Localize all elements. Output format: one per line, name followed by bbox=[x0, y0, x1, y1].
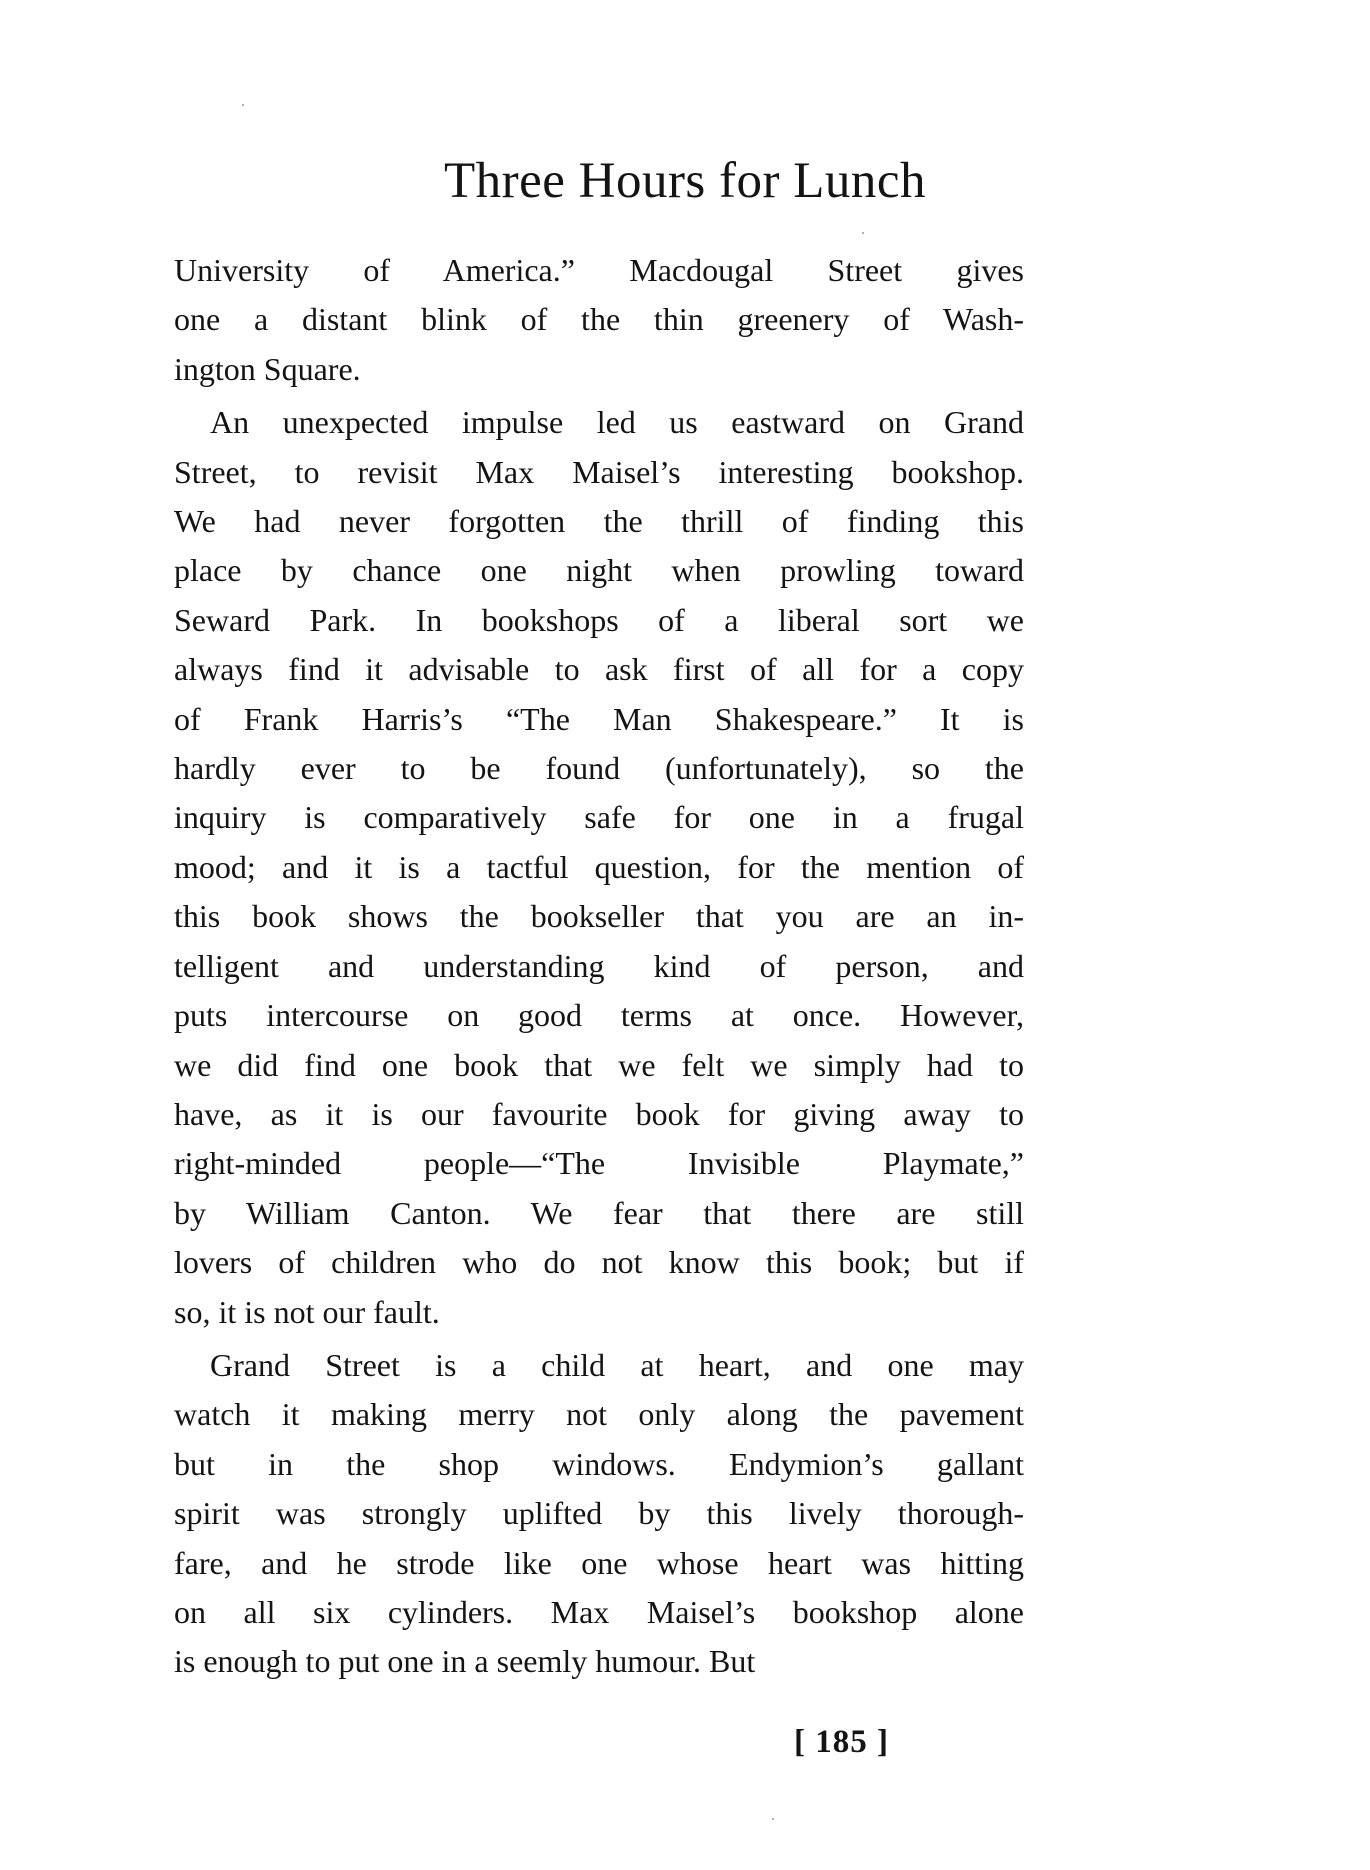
text-line: Grand Street is a child at heart, and one may bbox=[210, 1346, 1024, 1383]
text-line: this book shows the bookseller that you are an in- bbox=[174, 898, 1024, 935]
text-line: one a distant blink of the thin greenery of Wash- bbox=[174, 301, 1024, 338]
text-line: inquiry is comparatively safe for one in a frugal bbox=[174, 799, 1024, 836]
text-line: on all six cylinders. Max Maisel’s bookshop alone bbox=[174, 1593, 1024, 1630]
scan-speck bbox=[242, 104, 244, 106]
paragraph bbox=[174, 1341, 1024, 1687]
text-line: right-minded people—“The Invisible Playmate,” bbox=[174, 1145, 1024, 1182]
text-line: Seward Park. In bookshops of a liberal sort we bbox=[174, 601, 1024, 638]
text-line: telligent and understanding kind of person, and bbox=[174, 947, 1024, 984]
text-line: of Frank Harris’s “The Man Shakespeare.” It is bbox=[174, 700, 1024, 737]
page-number: [ 185 ] bbox=[794, 1724, 889, 1760]
text-line: hardly ever to be found (unfortunately), so the bbox=[174, 750, 1024, 787]
text-line: puts intercourse on good terms at once. However, bbox=[174, 997, 1024, 1034]
text-line: so, it is not our fault. bbox=[174, 1293, 440, 1330]
running-head: Three Hours for Lunch bbox=[443, 153, 927, 209]
text-line: but in the shop windows. Endymion’s gallant bbox=[174, 1445, 1024, 1482]
paragraph bbox=[174, 398, 1024, 1337]
paragraph bbox=[174, 246, 1024, 394]
scan-speck bbox=[772, 1818, 774, 1820]
text-line: An unexpected impulse led us eastward on Grand bbox=[210, 404, 1024, 441]
text-line: spirit was strongly uplifted by this lively thorough- bbox=[174, 1495, 1024, 1532]
text-line: We had never forgotten the thrill of finding this bbox=[174, 503, 1024, 540]
text-line: we did find one book that we felt we simply had to bbox=[174, 1046, 1024, 1083]
text-line: always find it advisable to ask first of all for a copy bbox=[174, 651, 1024, 688]
text-line: University of America.” Macdougal Street gives bbox=[174, 252, 1024, 288]
text-line: lovers of children who do not know this book; but if bbox=[174, 1244, 1024, 1281]
text-line: Street, to revisit Max Maisel’s interesting bookshop. bbox=[174, 453, 1024, 490]
text-line: fare, and he strode like one whose heart was hitting bbox=[174, 1544, 1024, 1581]
body-text bbox=[174, 246, 1024, 1687]
text-line: place by chance one night when prowling toward bbox=[174, 552, 1024, 589]
text-line: ington Square. bbox=[174, 350, 361, 387]
text-line: have, as it is our favourite book for giving away to bbox=[174, 1095, 1024, 1132]
text-line: is enough to put one in a seemly humour. But bbox=[174, 1643, 756, 1680]
scan-speck bbox=[862, 232, 864, 234]
text-line: mood; and it is a tactful question, for the mention of bbox=[174, 848, 1024, 885]
text-line: watch it making merry not only along the pavement bbox=[174, 1396, 1024, 1433]
text-line: by William Canton. We fear that there are still bbox=[174, 1194, 1024, 1231]
